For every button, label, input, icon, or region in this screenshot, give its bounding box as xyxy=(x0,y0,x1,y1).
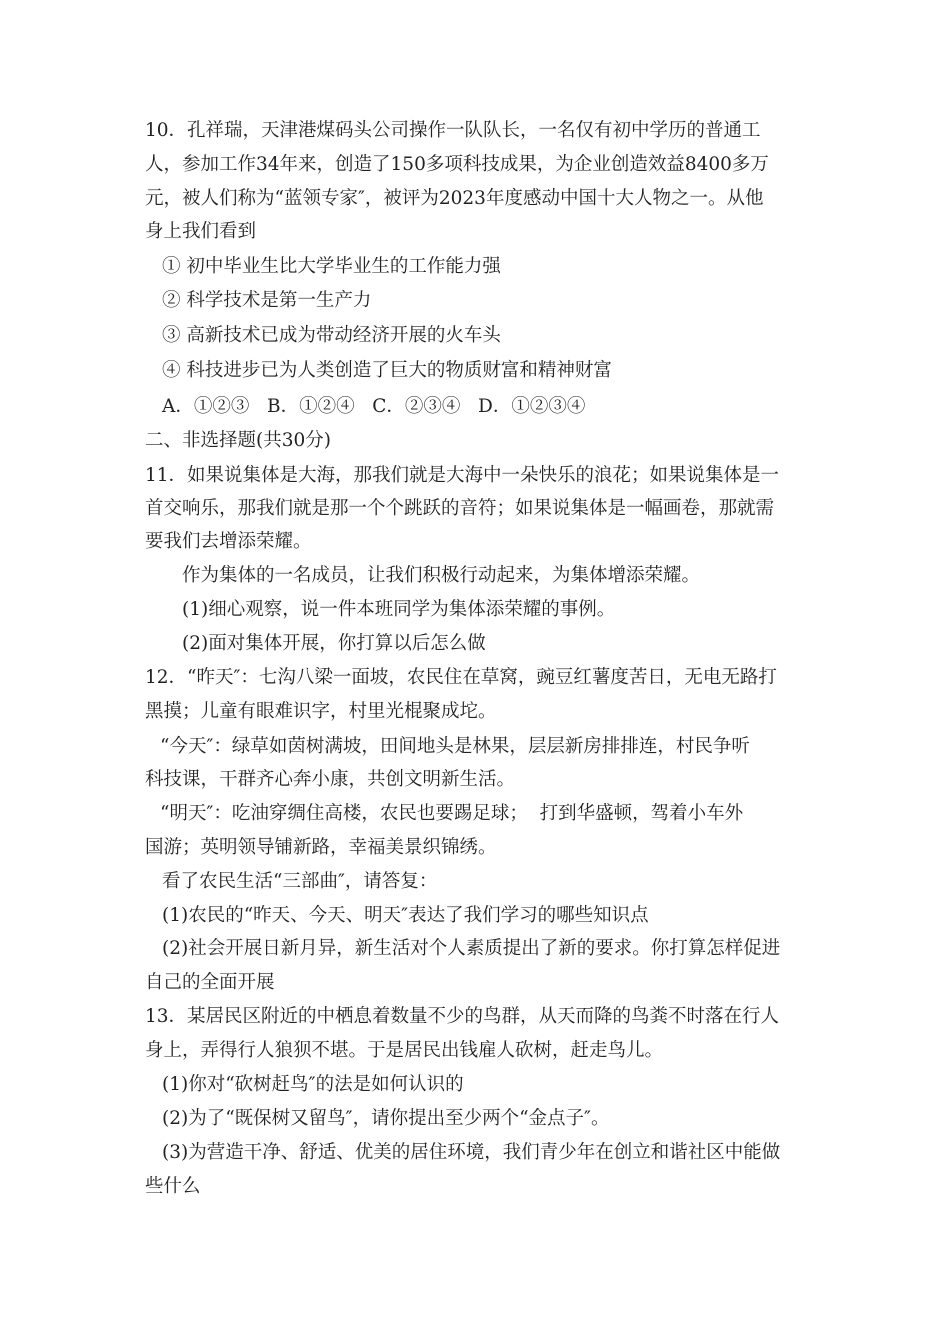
q12-prompt: 看了农民生活“三部曲″，请答复： xyxy=(162,871,438,892)
q10-choices: A．①②③ B．①②④ C．②③④ D．①②③④ xyxy=(162,396,586,417)
q11-line-1: 11．如果说集体是大海，那我们就是大海中一朵快乐的浪花；如果说集体是一 xyxy=(145,465,780,486)
q10-line-1: 10．孔祥瑞，天津港煤码头公司操作一队队长，一名仅有初中学历的普通工 xyxy=(145,120,761,141)
q12-today-line-1: “今天″：绿草如茵树满坡，田间地头是林果，层层新房排排连，村民争听 xyxy=(160,736,750,757)
q12-sub-2-line-1: (2)社会开展日新月异，新生活对个人素质提出了新的要求。你打算怎样促进 xyxy=(162,938,781,959)
q13-line-1: 13．某居民区附近的中栖息着数量不少的鸟群，从天而降的鸟粪不时落在行人 xyxy=(145,1006,780,1027)
q13-sub-1: (1)你对“砍树赶鸟″的法是如何认识的 xyxy=(162,1074,464,1095)
q10-option-2: ② 科学技术是第一生产力 xyxy=(162,290,372,311)
q12-line-1: 12．“昨天″：七沟八梁一面坡，农民住在草窝，豌豆红薯度苦日，无电无路打 xyxy=(145,667,777,688)
q10-line-2: 人，参加工作34年来，创造了150多项科技成果，为企业创造效益8400多万 xyxy=(145,154,769,175)
q12-tomorrow-line-1: “明天″：吃油穿绸住高楼，农民也要踢足球； 打到华盛顿，驾着小车外 xyxy=(160,803,744,824)
q13-sub-3-line-2: 些什么 xyxy=(145,1176,201,1197)
q10-option-1: ① 初中毕业生比大学毕业生的工作能力强 xyxy=(162,256,501,277)
q11-line-3: 要我们去增添荣耀。 xyxy=(145,531,312,552)
q13-sub-3-line-1: (3)为营造干净、舒适、优美的居住环境，我们青少年在创立和谐社区中能做 xyxy=(162,1142,781,1163)
q10-line-3: 元，被人们称为“蓝领专家″，被评为2023年度感动中国十大人物之一。从他 xyxy=(145,188,764,209)
q13-sub-2: (2)为了“既保树又留鸟″，请你提出至少两个“金点子″。 xyxy=(162,1108,610,1129)
q12-tomorrow-line-2: 国游；英明领导铺新路，幸福美景织锦绣。 xyxy=(145,837,497,858)
q10-line-4: 身上我们看到 xyxy=(145,221,257,242)
q11-sub-2: (2)面对集体开展，你打算以后怎么做 xyxy=(182,633,486,654)
q10-option-4: ④ 科技进步已为人类创造了巨大的物质财富和精神财富 xyxy=(162,360,612,381)
q12-today-line-2: 科技课，干群齐心奔小康，共创文明新生活。 xyxy=(145,769,516,790)
q10-option-3: ③ 高新技术已成为带动经济开展的火车头 xyxy=(162,325,501,346)
q11-prompt: 作为集体的一名成员，让我们积极行动起来，为集体增添荣耀。 xyxy=(182,565,701,586)
q12-sub-2-line-2: 自己的全面开展 xyxy=(145,972,275,993)
q12-line-2: 黑摸；儿童有眼难识字，村里光棍聚成坨。 xyxy=(145,701,497,722)
q13-line-2: 身上，弄得行人狼狈不堪。于是居民出钱雇人砍树，赶走鸟儿。 xyxy=(145,1040,664,1061)
section2-title: 二、非选择题(共30分) xyxy=(145,430,331,451)
q11-sub-1: (1)细心观察，说一件本班同学为集体添荣耀的事例。 xyxy=(182,599,616,620)
q12-sub-1: (1)农民的“昨天、今天、明天″表达了我们学习的哪些知识点 xyxy=(162,905,649,926)
q11-line-2: 首交响乐，那我们就是那一个个跳跃的音符；如果说集体是一幅画卷，那就需 xyxy=(145,498,775,519)
